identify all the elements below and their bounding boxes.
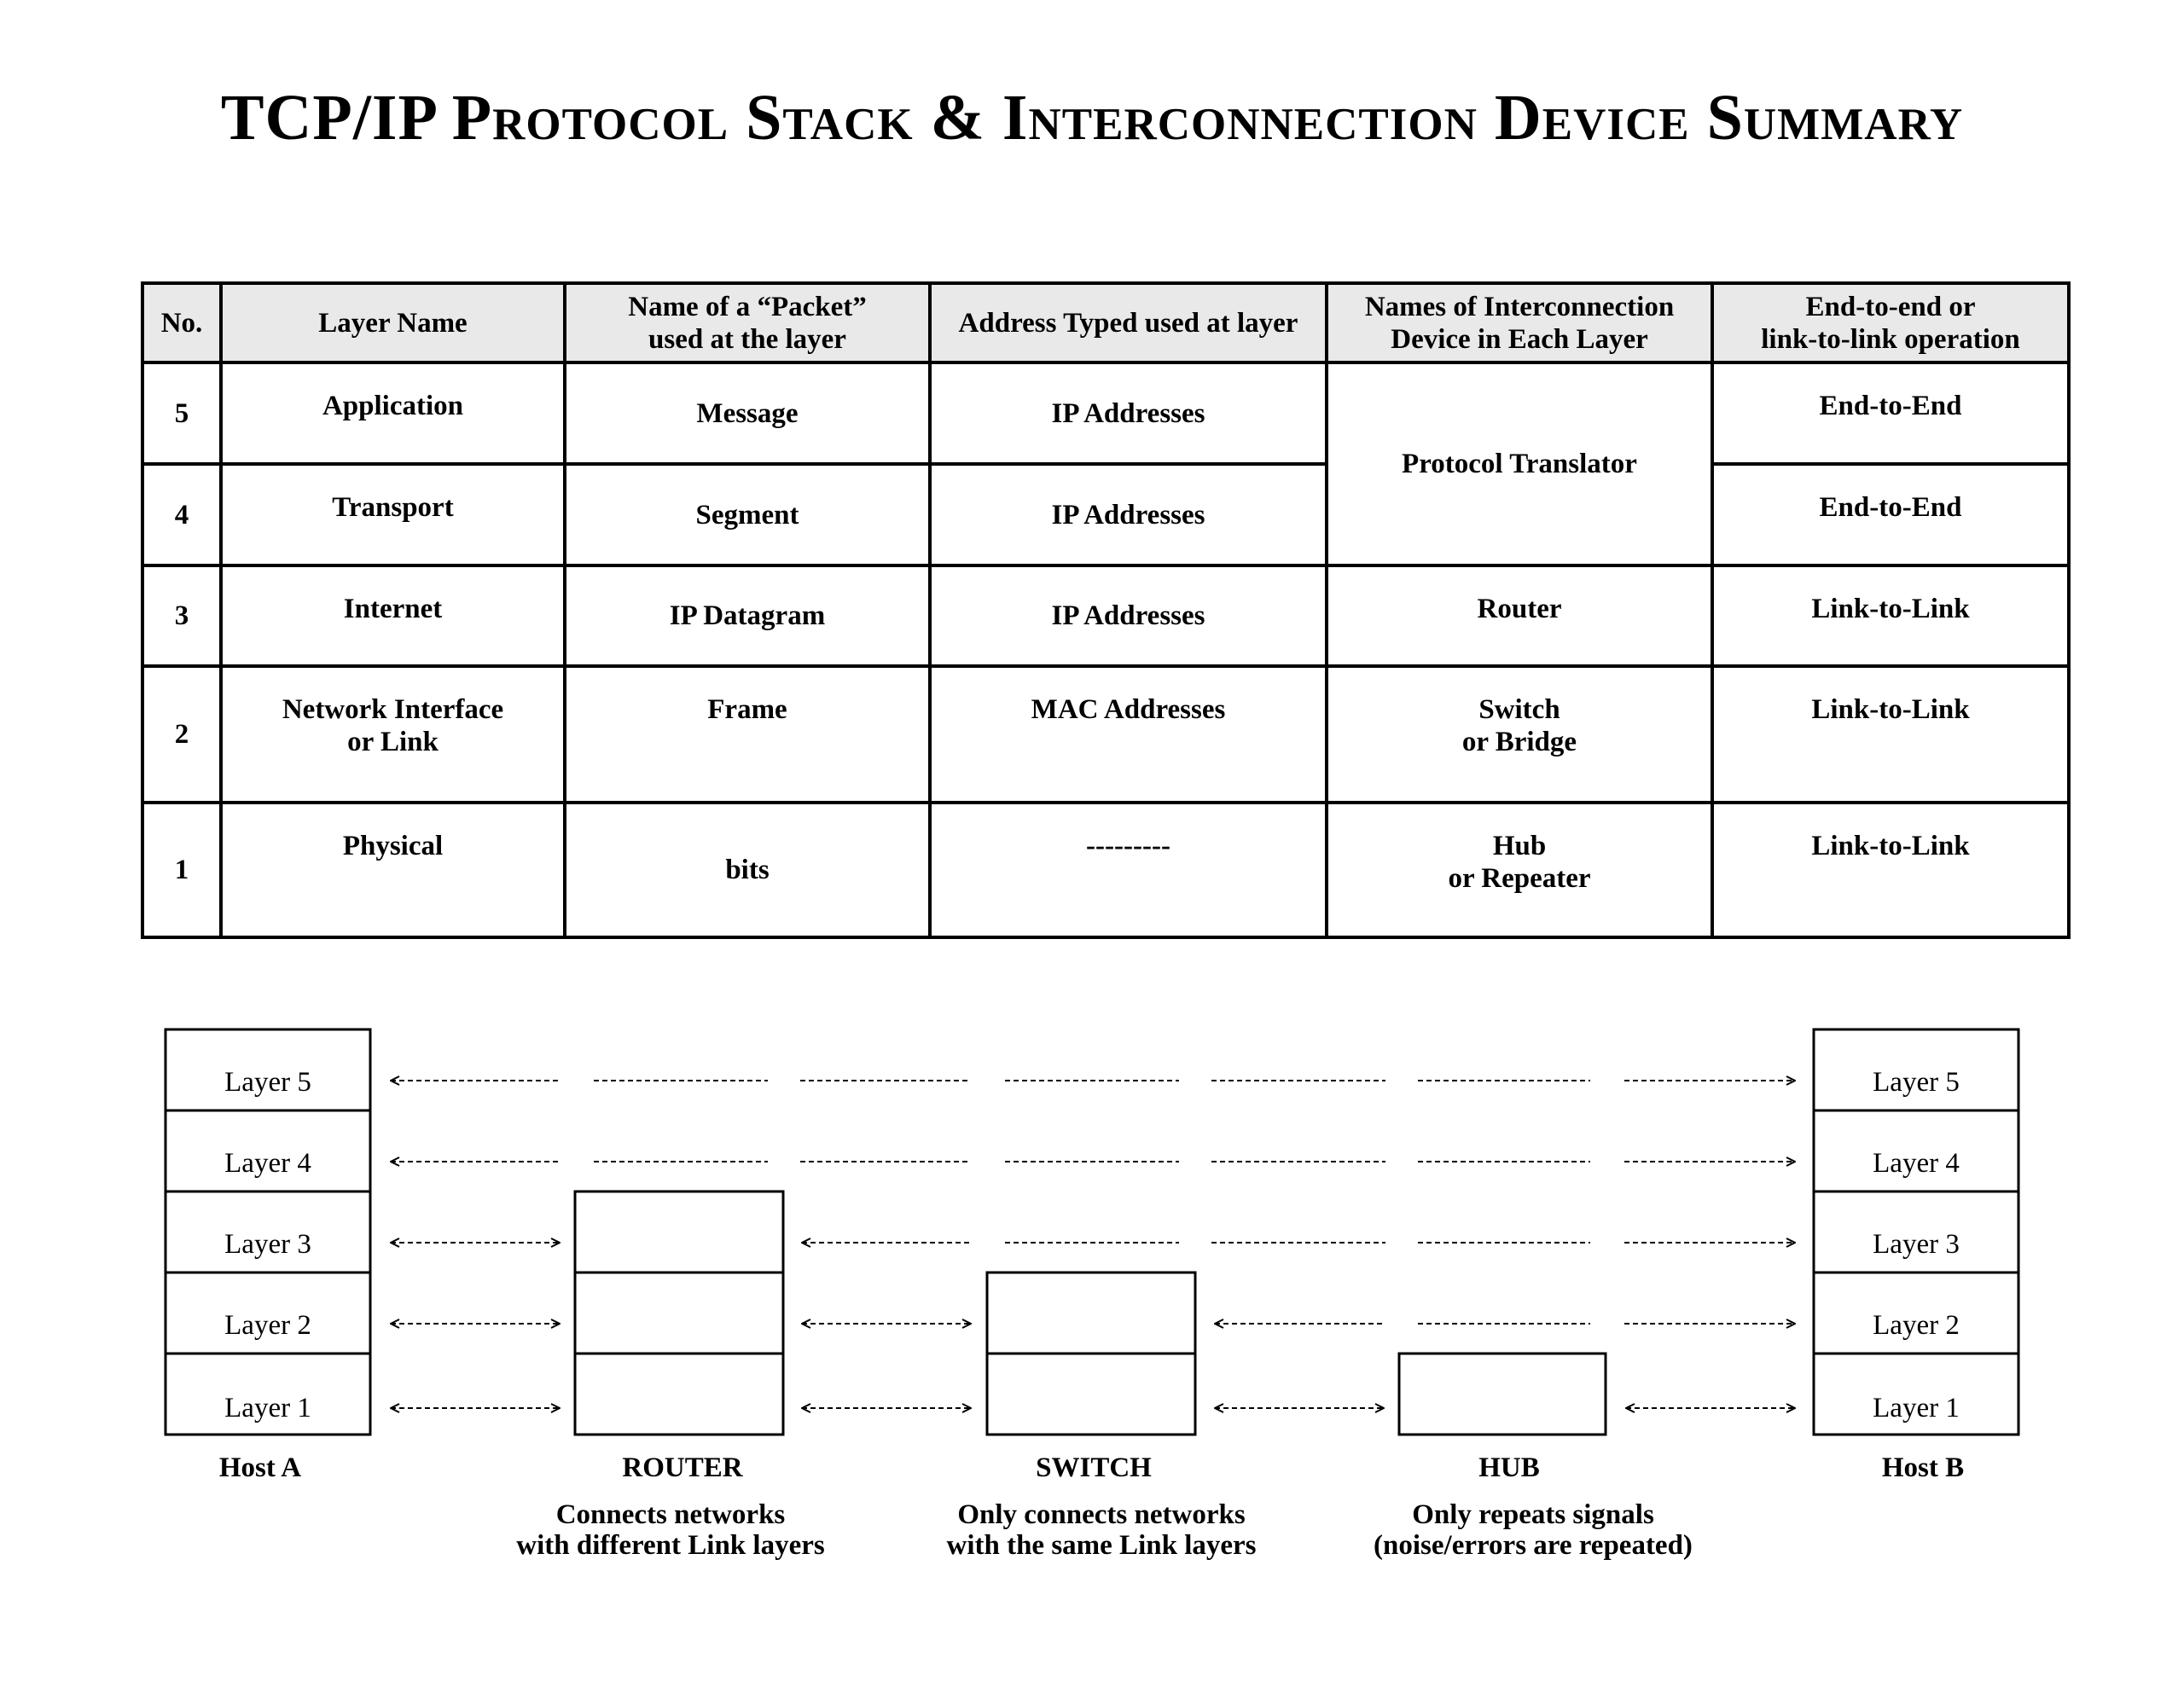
cell-no: 1 [142,803,221,937]
cell-device-line1: Switch [1478,694,1560,725]
header-no: No. [142,283,221,362]
cell-device-line2: or Bridge [1461,727,1577,757]
host-b-label: Host B [1881,1452,1965,1483]
header-layer-name: Layer Name [221,283,565,362]
cell-packet: IP Datagram [565,565,930,666]
host-b-layer-4-label: Layer 4 [1873,1148,1960,1179]
cell-packet: Frame [565,666,930,803]
cell-operation: End-to-End [1712,362,2069,464]
host-a-layer-5-label: Layer 5 [224,1067,311,1098]
header-device-line1: Names of Interconnection [1364,291,1675,322]
router-layer-2-box [575,1272,783,1354]
switch-layer-1-box [987,1354,1195,1435]
cell-address: IP Addresses [930,565,1327,666]
hub-stack [1399,1354,1606,1435]
router-layer-1-box [575,1354,783,1435]
cell-operation: Link-to-Link [1712,803,2069,937]
cell-device: Router [1327,565,1712,666]
cell-packet: bits [565,803,930,937]
connection-lines [391,1081,1795,1408]
cell-no: 4 [142,464,221,565]
router-caption-line1: Connects networks [555,1499,786,1530]
switch-stack [987,1272,1195,1435]
host-a-layer-4-label: Layer 4 [224,1148,311,1179]
header-packet-line1: Name of a “Packet” [628,291,867,322]
hub-layer-1-box [1399,1354,1606,1435]
cell-no: 2 [142,666,221,803]
switch-caption-line2: with the same Link layers [946,1530,1257,1561]
router-layer-3-box [575,1191,783,1272]
host-a-layer-1-label: Layer 1 [224,1393,311,1423]
host-b-layer-2-label: Layer 2 [1873,1310,1960,1341]
switch-caption-line1: Only connects networks [957,1499,1246,1530]
cell-no: 3 [142,565,221,666]
host-b-layer-3-label: Layer 3 [1873,1229,1960,1260]
host-a-label: Host A [218,1452,302,1483]
header-operation-line1: End-to-end or [1805,291,1976,322]
host-a-layer-2-label: Layer 2 [224,1310,311,1341]
cell-address: MAC Addresses [930,666,1327,803]
cell-layer-name: Transport [221,464,565,565]
cell-layer-name: Physical [221,803,565,937]
cell-address: --------- [930,803,1327,937]
cell-address: IP Addresses [930,464,1327,565]
hub-caption-line2: (noise/errors are repeated) [1374,1530,1693,1561]
cell-device-line1: Hub [1492,831,1547,861]
cell-operation: Link-to-Link [1712,666,2069,803]
header-device-line2: Device in Each Layer [1391,323,1648,355]
hub-caption-line1: Only repeats signals [1412,1499,1654,1530]
cell-packet: Segment [565,464,930,565]
router-stack [575,1191,783,1435]
cell-device: Protocol Translator [1327,362,1712,565]
header-address-type: Address Typed used at layer [930,283,1327,362]
host-b-layer-1-label: Layer 1 [1873,1393,1960,1423]
cell-no: 5 [142,362,221,464]
hub-label: HUB [1478,1452,1540,1483]
host-a-layer-3-label: Layer 3 [224,1229,311,1260]
cell-packet: Message [565,362,930,464]
header-packet-line2: used at the layer [648,323,846,355]
header-operation-line2: link-to-link operation [1761,323,2020,355]
cell-layer-line1: Network Interface [282,694,504,725]
cell-device-line2: or Repeater [1448,863,1591,894]
cell-operation: End-to-End [1712,464,2069,565]
router-caption-line2: with different Link layers [516,1530,825,1561]
page-title: TCP/IP Protocol Stack & Interconnection Device Summary [220,82,1964,154]
cell-operation: Link-to-Link [1712,565,2069,666]
cell-layer-name: Internet [221,565,565,666]
router-label: ROUTER [622,1452,743,1483]
cell-layer-name: Application [221,362,565,464]
switch-layer-2-box [987,1272,1195,1354]
cell-address: IP Addresses [930,362,1327,464]
switch-label: SWITCH [1036,1452,1152,1483]
cell-layer-line2: or Link [347,727,439,757]
host-b-layer-5-label: Layer 5 [1873,1067,1960,1098]
